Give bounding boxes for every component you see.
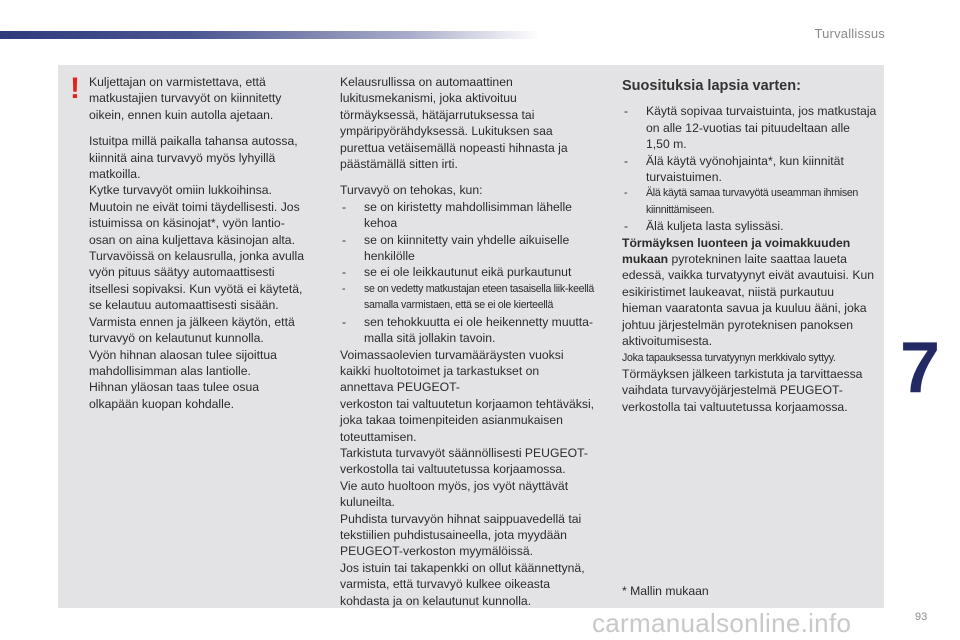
usage-paragraph: [89, 133, 309, 412]
list-item-text: se on kiinnitetty vain yhdelle aikuiselle henkilölle: [364, 232, 570, 264]
list-item: - Älä käytä vyönohjainta*, kun kiinnität turvaistuimen.: [624, 153, 844, 185]
maintenance-text: Jos istuin tai takapenkki on ollut käännettynä, varmista, että turvavyö kulkee oikeasta kohdasta ja on kelautunut kunnolla.: [340, 560, 585, 608]
page-number: 93: [915, 611, 928, 623]
chapter-number: 7: [900, 328, 941, 408]
list-item-text: Käytä sopivaa turvaistuinta, jos matkustaja on alle 12-vuotias tai pituudeltaan alle 1,50 m.: [646, 104, 877, 152]
text-line: kiinnitä aina turvavyö myös lyhyillä: [89, 150, 276, 165]
list-item-text: sen tehokkuutta ei ole heikennetty muutta-malla sitä jollakin tavoin.: [364, 314, 593, 346]
text-line: Vyön hihnan alaosan tulee sijoittua: [89, 347, 277, 362]
watermark: carmanualsonline.info: [592, 608, 852, 638]
text-line: turvavyö on kelautunut kunnolla.: [89, 331, 264, 346]
effective-label: Turvavyö on tehokas, kun:: [340, 183, 483, 198]
list-item-text: se on kiristetty mahdollisimman lähelle kehoa: [364, 199, 572, 231]
list-item: - Älä käytä samaa turvavyötä useamman ihmisen kiinnittämiseen.: [624, 187, 859, 216]
maintenance-text: Voimassaolevien turvamääräysten vuoksi kaikki huoltotoimet ja tarkastukset on annettava PEUGEOT-: [340, 347, 564, 395]
text-line: Istuitpa millä paikalla tahansa autossa,: [89, 134, 298, 149]
maintenance-text: Vie auto huoltoon myös, jos vyöt näyttävät kuluneilta.: [340, 478, 569, 510]
list-item: - Käytä sopivaa turvaistuinta, jos matkustaja on alle 12-vuotias tai pituudeltaan alle 1,50 m.: [624, 104, 877, 152]
list-item-text: Älä käytä samaa turvavyötä useamman ihmisen kiinnittämiseen.: [646, 187, 859, 216]
list-item: - Älä kuljeta lasta sylissäsi.: [624, 219, 784, 234]
list-item-text: Älä käytä vyönohjainta*, kun kiinnität turvaistuimen.: [646, 153, 844, 185]
list-item-text: se ei ole leikkautunut eikä purkautunut: [364, 265, 572, 280]
maintenance-text: Puhdista turvavyön hihnat saippuavedellä tai tekstiilien puhdistusaineella, jota myydään PEUGEOT-verkoston myymälöissä.: [340, 511, 582, 559]
warning-text: Kuljettajan on varmistettava, että matkustajien turvavyöt on kiinnitetty oikein, ennen kuin autolla ajetaan.: [89, 75, 282, 122]
footnote: * Mallin mukaan: [622, 584, 709, 598]
section-title: Turvallissus: [814, 26, 885, 41]
warning-icon: !: [70, 72, 80, 105]
after-crash-text: Törmäyksen jälkeen tarkistuta ja tarvittaessa vaihdata turvavyöjärjestelmä PEUGEOT-verkostolla tai valtuutetussa korjaamossa.: [622, 366, 863, 414]
text-line: se kelautuu automaattisesti sisään.: [89, 298, 279, 313]
text-line: olkapään kuopan kohdalle.: [89, 396, 235, 411]
text-line: Turvavöissä on kelausrulla, jonka avulla: [89, 249, 304, 264]
text-line: istuimissa on käsinojat*, vyön lantio-: [89, 216, 285, 231]
locking-paragraph: Kelausrullissa on automaattinen lukitusmekanismi, joka aktivoituu törmäyksessä, hätäjarrutuksessa tai ympäripyörähdyksessä. Lukituksen saa purettua vetäisemällä nopeasti hihnasta ja päästämällä sitten irti.: [340, 75, 568, 172]
list-item: - se on kiristetty mahdollisimman lähelle kehoa: [342, 199, 572, 231]
pretensioner-paragraph: [622, 235, 877, 350]
text-line: Varmista ennen ja jälkeen käytön, että: [89, 314, 295, 329]
list-item: - se ei ole leikkautunut eikä purkautunut: [342, 265, 572, 280]
children-heading: Suosituksia lapsia varten:: [622, 78, 801, 94]
list-item-text: Älä kuljeta lasta sylissäsi.: [646, 219, 784, 234]
maintenance-text: Tarkistuta turvavyöt säännöllisesti PEUGEOT-verkostolla tai valtuutetussa korjaamossa.: [340, 445, 588, 477]
column-seatbelt-function: [340, 74, 595, 609]
list-item-text: se on vedetty matkustajan eteen tasaisella liik-keellä samalla varmistaen, että se ei ole kierteellä: [364, 282, 594, 312]
maintenance-text: verkoston tai valtuutetun korjaamon tehtäväksi, joka takaa toimenpiteiden asianmukaisen toteuttamisen.: [340, 396, 595, 444]
text-line: mahdollisimman alas lantiolle.: [89, 363, 251, 378]
text-line: Hihnan yläosan taas tulee osua: [89, 380, 260, 395]
warning-light-note: Joka tapauksessa turvatyynyn merkkivalo syttyy.: [622, 351, 836, 364]
text-line: matkoilla.: [89, 167, 141, 182]
text-line: osan on aina kuljettava käsinojan alta.: [89, 232, 295, 247]
collision-text: pyrotekninen laite saattaa laueta edessä, vaikka turvatyynyt eivät avautuisi. Kun esikiristimet laukeavat, niistä purkautuu hieman vaaratonta savua ja kuuluu ääni, joka johtuu järjestelmän pyroteknisen panoksen aktivoitumisesta.: [622, 252, 875, 349]
text-line: itsellesi sopivaksi. Kun vyötä ei käytetä,: [89, 281, 303, 296]
text-line: Kytke turvavyöt omiin lukkoihinsa.: [89, 183, 272, 198]
text-line: Muutoin ne eivät toimi täydellisesti. Jos: [89, 199, 300, 214]
header-gradient-bar: [0, 31, 540, 39]
collision-bold-text: Törmäyksen luonteen ja voimakkuuden mukaan: [622, 235, 851, 267]
list-item: - se on kiinnitetty vain yhdelle aikuiselle henkilölle: [342, 232, 570, 264]
column-seatbelt-usage: [89, 74, 309, 412]
list-item: - sen tehokkuutta ei ole heikennetty muutta-malla sitä jollakin tavoin.: [342, 314, 593, 346]
text-line: vyön pituus säätyy automaattisesti: [89, 265, 275, 280]
list-item: - se on vedetty matkustajan eteen tasaisella liik-keellä samalla varmistaen, että se ei ole kierteellä: [342, 282, 594, 312]
column-children-recommendations: [622, 78, 877, 415]
